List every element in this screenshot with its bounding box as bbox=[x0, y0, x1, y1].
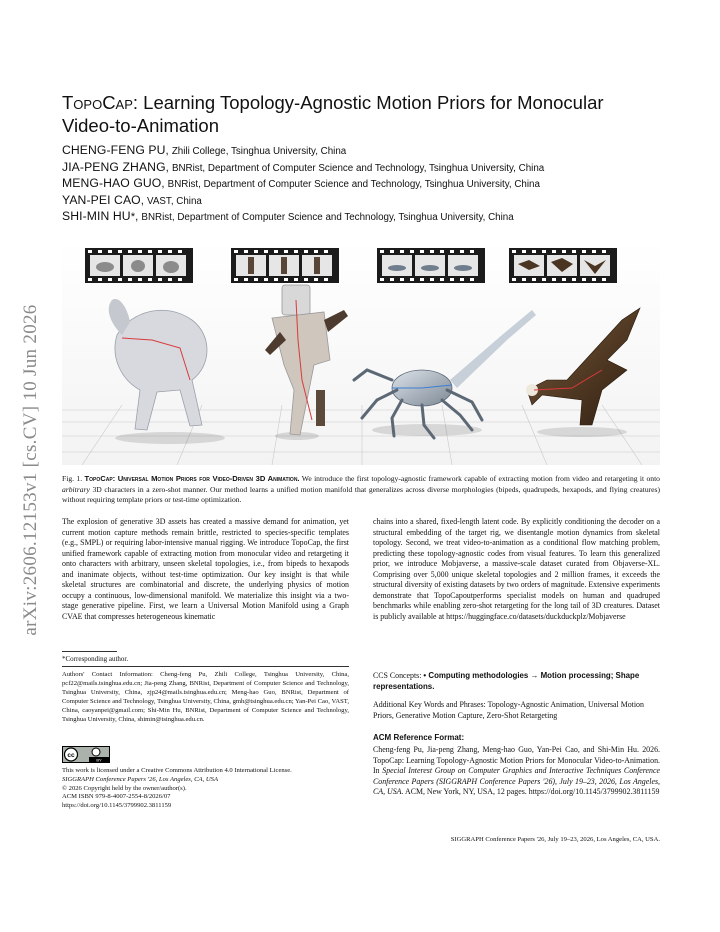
figure-caption: Fig. 1. TopoCap: Universal Motion Priors for Video-Driven 3D Animation. We introduce the first topology-agnostic framework capable of extracting motion from video and retargeting it onto arbitrary 3D characters in a zero-shot manner. Our method learns a unified motion manifold that generalizes across diverse morphologies (bipeds, quadrupeds, hexapods, and flying creatures) without requiring template priors or test-time optimization. bbox=[62, 474, 660, 505]
film-strip-knight bbox=[231, 248, 339, 283]
author-entry: CHENG-FENG PU, Zhili College, Tsinghua University, China bbox=[62, 143, 347, 157]
contact-rule bbox=[62, 666, 349, 667]
running-footer: SIGGRAPH Conference Papers '26, July 19–23, 2026, Los Angeles, CA, USA. bbox=[450, 836, 660, 843]
author-entry: JIA-PENG ZHANG, BNRist, Department of Computer Science and Technology, Tsinghua University, China bbox=[62, 159, 545, 174]
keywords: Additional Key Words and Phrases: Topology-Agnostic Animation, Universal Motion Priors, Generative Motion Capture, Zero-Shot Retargeting bbox=[373, 700, 644, 720]
cc-text: cc bbox=[67, 752, 75, 759]
abstract-right: chains into a shared, fixed-length latent code. By explicitly conditioning the decoder on a structural embedding of the target rig, we disentangle motion dynamics from skeletal topology. Second, we treat video-to-animation as a conditional flow matching problem, predicting these topology-agnostic codes from visual features. To learn this generalized prior, we introduce Mobjaverse, a massive-scale dataset curated from Objaverse-XL. Comprising over 5,000 unique skeletal topologies and 2 million frames, it exceeds the structural diversity of existing datasets by two orders of magnitude. Extensive experiments demonstrate that TopoCapoutperforms specialist models on human and quadruped benchmarks while enabling zero-shot retargeting for the long tail of 3D creatures. Dataset is publicly available at https://huggingface.co/datasets/duckduckplz/Mobjaverse bbox=[373, 517, 660, 621]
teaser-figure bbox=[62, 240, 660, 465]
acm-reference-heading: ACM Reference Format: bbox=[373, 733, 465, 742]
film-strip-eagle bbox=[509, 248, 617, 283]
paper-title: TopoCap: Learning Topology-Agnostic Motion Priors for Monocular Video-to-Animation bbox=[62, 92, 604, 136]
license-block: This work is licensed under a Creative Commons Attribution 4.0 International License. SIGGRAPH Conference Papers '26, Los Angeles, CA, USA © 2026 Copyright held by the owner/author(s). ACM ISBN 979-8-4007-2554-8/2026/07 https://doi.org/10.1145/3799902.3811159 bbox=[62, 767, 292, 810]
film-strip-spider bbox=[377, 248, 485, 283]
acm-reference: Cheng-feng Pu, Jia-peng Zhang, Meng-hao Guo, Yan-Pei Cao, and Shi-Min Hu. 2026. TopoCap: Learning Topology-Agnostic Motion Priors for Monocular Video-to-Animation. In Special Interest Group on Computer Graphics and Interactive Techniques Conference Conference Papers (SIGGRAPH Conference Papers '26), July 19–23, 2026, Los Angeles, CA, USA. ACM, New York, NY, USA, 12 pages. https://doi.org/10.1145/3799902.3811159 bbox=[373, 745, 661, 797]
corresponding-footnote: *Corresponding author. bbox=[62, 655, 129, 663]
abstract-left: The explosion of generative 3D assets has created a massive demand for animation, yet current motion capture methods remain brittle, restricted to species-specific templates (e.g., SMPL) or requiring labor-intensive manual rigging. We introduce TopoCap, the first unified framework capable of extracting motion from monocular video and retargeting it onto characters with arbitrary, unseen skeletal topologies, i.e., from bipeds to hexapods and inanimate objects, without test-time optimization. Our key insight is that while skeletal structures are combinatorial and discrete, the underlying physics of motion occupy a continuous, low-dimensional manifold. We materialize this insight via a two-stage generative pipeline. First, we learn a Universal Motion Manifold using a Graph CVAE that compresses heterogeneous kinematic bbox=[62, 517, 349, 621]
author-entry: YAN-PEI CAO, VAST, China bbox=[62, 192, 202, 207]
film-strip-horse bbox=[85, 248, 193, 283]
by-text: BY bbox=[96, 757, 102, 763]
ccs-concepts: CCS Concepts: • Computing methodologies → Motion processing; Shape representations. bbox=[373, 671, 640, 691]
author-entry: SHI-MIN HU*, BNRist, Department of Computer Science and Technology, Tsinghua University, China bbox=[62, 209, 514, 223]
author-list bbox=[62, 143, 682, 226]
cc-by-badge bbox=[62, 746, 110, 763]
author-entry: MENG-HAO GUO, BNRist, Department of Computer Science and Technology, Tsinghua University, China bbox=[62, 176, 540, 190]
contact-info: Authors' Contact Information: Cheng-feng Pu, Zhili College, Tsinghua University, China, pcf22@mails.tsinghua.edu.cn; Jia-peng Zhang, BNRist, Department of Computer Science and Technology, Tsinghua University, China, zjp24@mails.tsinghua.edu.cn; Meng-hao Guo, BNRist, Department of Computer Science and Technology, Tsinghua University, China, gmh@tsinghua.edu.cn; Yan-Pei Cao, VAST, China, caoyanpei@gmail.com; Shi-Min Hu, BNRist, Department of Computer Science and Technology, Tsinghua University, China, shimin@tsinghua.edu.cn. bbox=[62, 671, 349, 723]
footnote-rule bbox=[62, 651, 117, 652]
arxiv-stamp: arXiv:2606.12153v1 [cs.CV] 10 Jun 2026 bbox=[20, 304, 41, 636]
